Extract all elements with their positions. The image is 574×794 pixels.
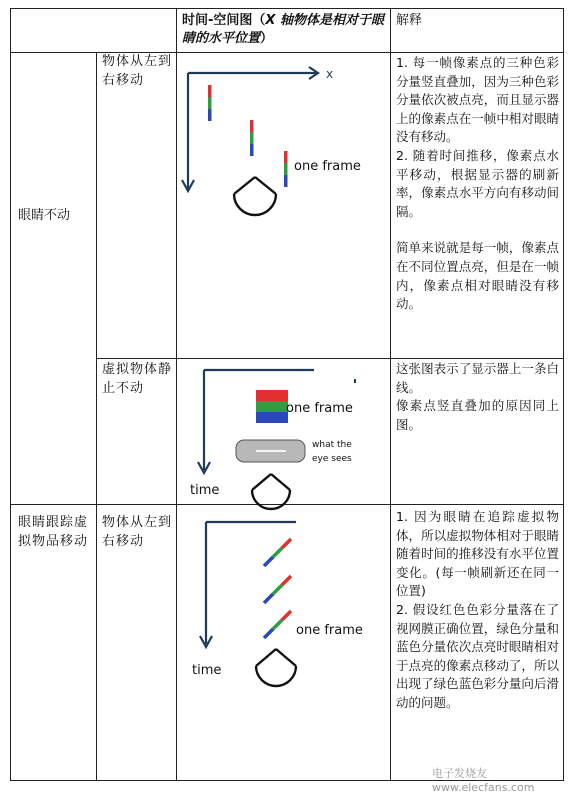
motion-static: 虚拟物体静止不动 [102, 362, 173, 396]
explanation-2-para-2: 像素点竖直叠加的原因同上图。 [396, 398, 559, 432]
eye-icon [234, 177, 276, 215]
explanation-1-para-1: 1. 每一帧像素点的三种色彩分量竖直叠加，因为三种色彩分量依次被点亮，而且显示器上的像素点在一帧中相对眼睛没有移动。 [396, 55, 559, 145]
pixel-strip-1 [208, 85, 212, 121]
explanation-1-para-3: 简单来说就是每一帧，像素点在不同位置点亮，但是在一帧内，像素点相对眼睛没有移动。 [396, 240, 559, 312]
watermark: 电子发烧友 www.elecfans.com [432, 767, 535, 794]
header-diagram-col: 时间-空间图（X 轴物体是相对于眼睛的水平位置） [182, 13, 384, 46]
x-axis-label: x [326, 67, 334, 81]
col-divider-3 [390, 8, 391, 781]
diagonal-strip-2 [264, 576, 291, 603]
explanation-3-para-2: 2. 假设红色色彩分量落在了视网膜正确位置，绿色分量和蓝色分量依次点亮时眼睛相对于点亮的像素点移动了，所以出现了绿色蓝色彩分量向后滑动的问题。 [396, 601, 559, 710]
header-explain-col: 解释 [396, 13, 423, 28]
explanation-3-para-1: 1. 因为眼睛在追踪虚拟物体，所以虚拟物体相对于眼睛随着时间的推移没有水平位置变化。(每一帧刷新还在同一位置) [396, 509, 559, 599]
diagram-static-eye-static-object [176, 358, 390, 504]
explanation-1-para-2: 2. 随着时间推移，像素点水平移动，根据显示器的刷新率，像素点水平方向有移动间隔。 [396, 147, 559, 219]
explanation-2 [396, 360, 559, 434]
explanation-3 [396, 508, 559, 713]
diagonal-strip-3 [264, 611, 291, 638]
pixel-strip-2 [250, 120, 254, 156]
comparison-table [10, 8, 564, 781]
table-border-left [10, 8, 11, 781]
explanation-1 [396, 54, 559, 314]
table-border-top [10, 8, 564, 9]
motion-tracking: 物体从左到右移动 [102, 515, 173, 549]
pixel-block [256, 390, 288, 423]
eye-sees-label-1: what the [312, 440, 352, 450]
diagonal-strip-1 [264, 539, 291, 566]
eye-icon [256, 649, 296, 686]
diagram-tracking-eye [176, 504, 390, 780]
explanation-2-para-1: 这张图表示了显示器上一条白线。 [396, 361, 559, 395]
axis-tick-mark [354, 379, 356, 383]
time-axis-label: time [190, 483, 220, 498]
time-axis-label: time [192, 663, 222, 678]
frame-label: one frame [294, 159, 361, 174]
eye-sees-label-2: eye sees [312, 454, 352, 464]
frame-label: one frame [296, 623, 363, 638]
category-eye-tracking: 眼睛跟踪虚拟物品移动 [18, 515, 89, 549]
perceived-line [236, 440, 305, 462]
motion-left-to-right: 物体从左到右移动 [102, 54, 173, 88]
col-divider-1 [96, 52, 97, 781]
table-border-right [563, 8, 564, 781]
diagram-static-eye-moving-object [176, 52, 390, 358]
pixel-strip-3 [284, 151, 288, 187]
category-eye-static: 眼睛不动 [18, 208, 71, 223]
frame-label: one frame [286, 401, 353, 416]
